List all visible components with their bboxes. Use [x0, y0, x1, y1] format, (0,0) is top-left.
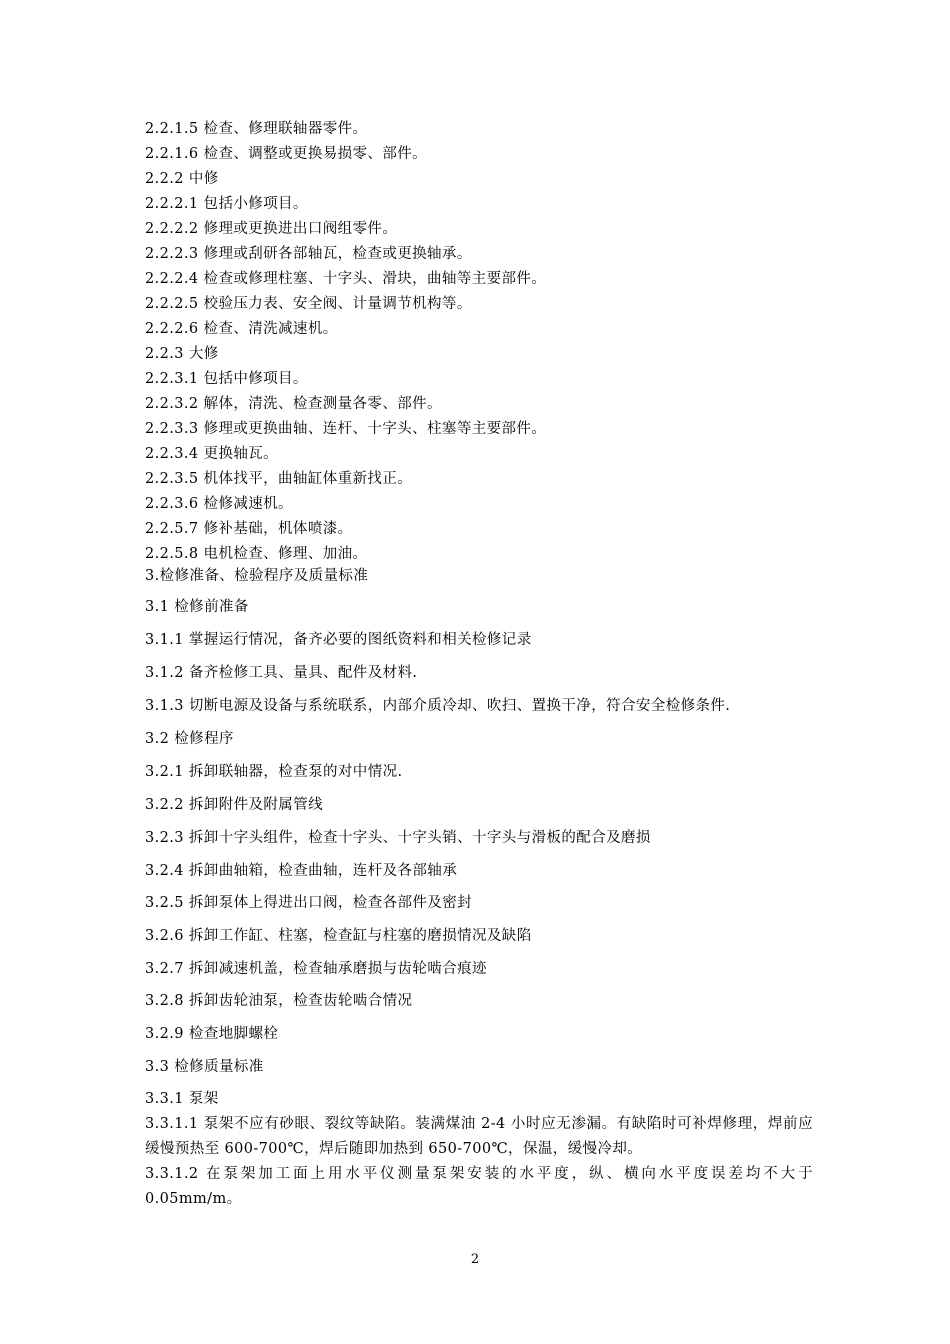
text-line: 3.1.3 切断电源及设备与系统联系，内部介质冷却、吹扫、置换干净，符合安全检修条件. [145, 698, 731, 714]
text-line: 3.2.2 拆卸附件及附属管线 [145, 797, 324, 813]
text-line: 2.2.5.7 修补基础，机体喷漆。 [145, 521, 353, 537]
text-line: 3.2.5 拆卸泵体上得进出口阀，检查各部件及密封 [145, 895, 473, 911]
text-line: 2.2.1.6 检查、调整或更换易损零、部件。 [145, 146, 428, 162]
text-line: 3.2.3 拆卸十字头组件，检查十字头、十字头销、十字头与滑板的配合及磨损 [145, 830, 651, 846]
paragraph: 3.3.1.2 在泵架加工面上用水平仪测量泵架安装的水平度，纵、横向水平度误差均不大于 0.05mm/m。 [145, 1166, 813, 1207]
text-line: 2.2.2 中修 [145, 171, 219, 187]
text-line: 2.2.3 大修 [145, 346, 219, 362]
text-line: 3.2.4 拆卸曲轴箱，检查曲轴，连杆及各部轴承 [145, 863, 458, 879]
text-line: 2.2.5.8 电机检查、修理、加油。 [145, 546, 368, 562]
text-line: 2.2.3.2 解体，清洗、检查测量各零、部件。 [145, 396, 442, 412]
page-number: 2 [470, 1252, 480, 1267]
paragraph: 3.3.1.1 泵架不应有砂眼、裂纹等缺陷。装满煤油 2-4 小时应无渗漏。有缺陷时可补焊修理，焊前应缓慢预热至 600-700℃，焊后随即加热到 650-700℃，保温，缓慢冷却。 [145, 1116, 813, 1157]
text-line: 2.2.2.3 修理或刮研各部轴瓦，检查或更换轴承。 [145, 246, 472, 262]
text-line: 2.2.2.4 检查或修理柱塞、十字头、滑块，曲轴等主要部件。 [145, 271, 547, 287]
text-line: 3.2.1 拆卸联轴器，检查泵的对中情况. [145, 764, 403, 780]
text-line: 2.2.1.5 检查、修理联轴器零件。 [145, 121, 368, 137]
text-line: 2.2.2.5 校验压力表、安全阀、计量调节机构等。 [145, 296, 472, 312]
text-line: 2.2.2.1 包括小修项目。 [145, 196, 308, 212]
section-heading: 3.3 检修质量标准 [145, 1059, 264, 1075]
text-line: 3.2.8 拆卸齿轮油泵，检查齿轮啮合情况 [145, 993, 413, 1009]
section-heading: 3.1 检修前准备 [145, 599, 249, 615]
subsection-heading: 3.3.1 泵架 [145, 1091, 219, 1107]
text-line: 3.1.2 备齐检修工具、量具、配件及材料. [145, 665, 418, 681]
text-line: 3.2.7 拆卸减速机盖，检查轴承磨损与齿轮啮合痕迹 [145, 961, 487, 977]
text-line: 2.2.3.4 更换轴瓦。 [145, 446, 279, 462]
text-line: 2.2.3.1 包括中修项目。 [145, 371, 308, 387]
text-line: 3.2.6 拆卸工作缸、柱塞，检查缸与柱塞的磨损情况及缺陷 [145, 928, 532, 944]
section-heading: 3.检修准备、检验程序及质量标准 [145, 568, 369, 584]
text-line: 2.2.2.2 修理或更换进出口阀组零件。 [145, 221, 398, 237]
text-line: 2.2.3.6 检修减速机。 [145, 496, 293, 512]
text-line: 3.2.9 检查地脚螺栓 [145, 1026, 279, 1042]
text-line: 2.2.2.6 检查、清洗减速机。 [145, 321, 338, 337]
text-line: 2.2.3.5 机体找平，曲轴缸体重新找正。 [145, 471, 413, 487]
section-heading: 3.2 检修程序 [145, 731, 234, 747]
text-line: 3.1.1 掌握运行情况，备齐必要的图纸资料和相关检修记录 [145, 632, 532, 648]
text-line: 2.2.3.3 修理或更换曲轴、连杆、十字头、柱塞等主要部件。 [145, 421, 547, 437]
